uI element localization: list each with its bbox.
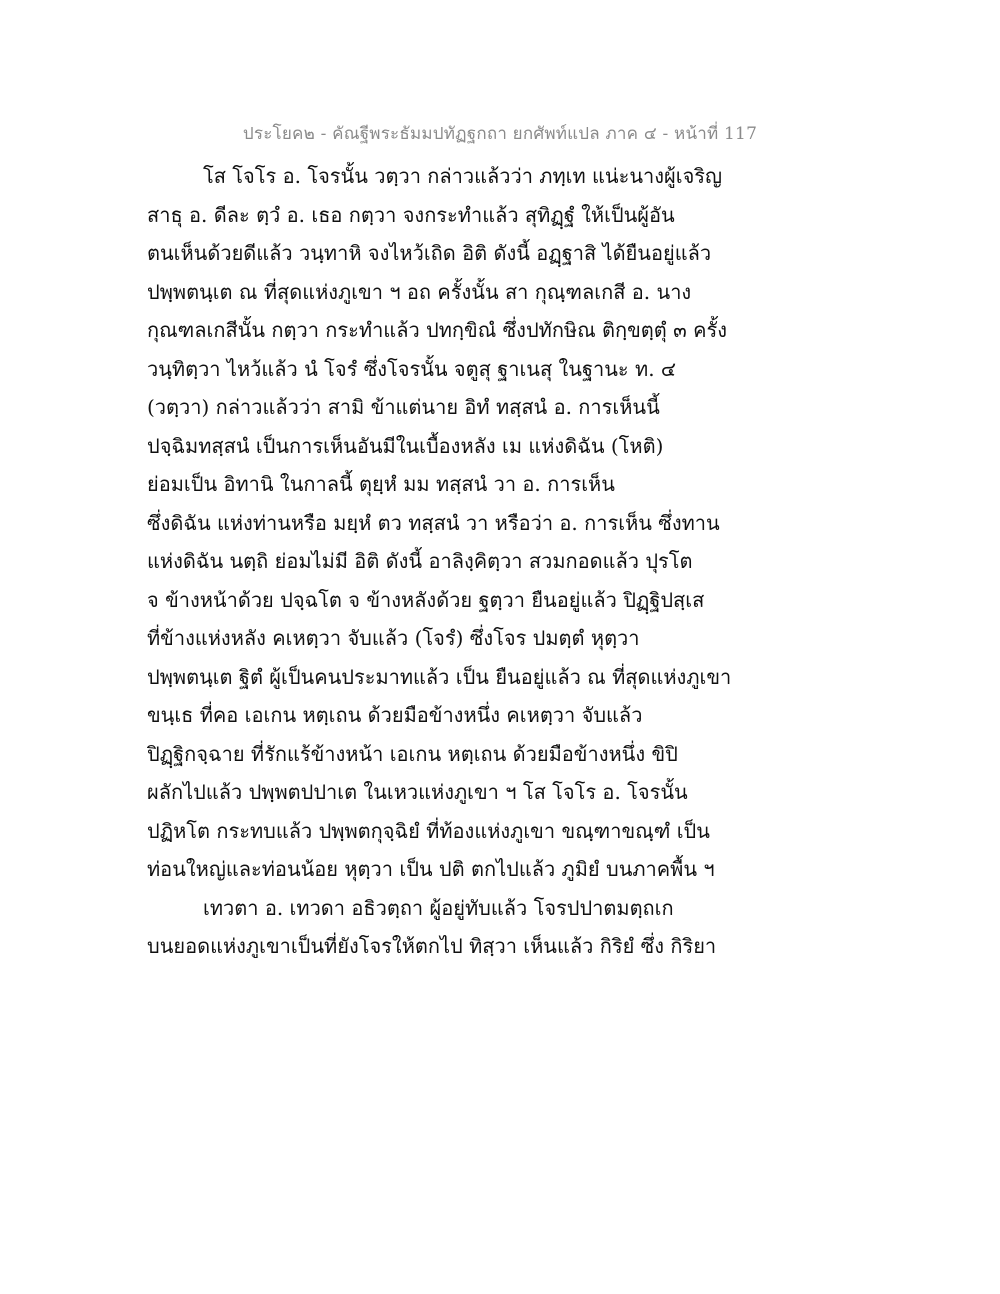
text-line: วนฺทิตฺวา ไหว้แล้ว นํ โจรํ ซึ่งโจรนั้น จตูสุ ฐาเนสุ ในฐานะ ท. ๔ <box>147 356 677 381</box>
text-line: ปจฺฉิมทสฺสนํ เป็นการเห็นอันมีในเบื้องหลัง เม แห่งดิฉัน (โหติ) <box>147 433 664 458</box>
text-line: ซึ่งดิฉัน แห่งท่านหรือ มยฺหํ ตว ทสฺสนํ วา หรือว่า อ. การเห็น ซึ่งทาน <box>147 510 720 535</box>
text-line: เทวตา อ. เทวดา อธิวตฺถา ผู้อยู่ทับแล้ว โจรปปาตมตฺถเก <box>203 895 674 920</box>
text-line: ที่ข้างแห่งหลัง คเหตฺวา จับแล้ว (โจรํ) ซึ่งโจร ปมตฺตํ หุตฺวา <box>147 626 640 650</box>
text-line: สาธุ อ. ดีละ ตฺวํ อ. เธอ กตฺวา จงกระทำแล้ว สุทิฏฺฐํ ให้เป็นผู้อัน <box>147 202 675 227</box>
text-line: ปพฺพตนฺเต ณ ที่สุดแห่งภูเขา ฯ อถ ครั้งนั้น สา กุณฺฑลเกสี อ. นาง <box>147 279 692 304</box>
text-line: โส โจโร อ. โจรนั้น วตฺวา กล่าวแล้วว่า ภทฺเท แน่ะนางผู้เจริญ <box>203 164 723 188</box>
text-line: จ ข้างหน้าด้วย ปจฺฉโต จ ข้างหลังด้วย ฐตฺวา ยืนอยู่แล้ว ปิฏฺฐิปสฺเส <box>147 587 705 612</box>
text-line: ตนเห็นด้วยดีแล้ว วนฺทาหิ จงไหว้เถิด อิติ ดังนี้ อฏฺฐาสิ ได้ยืนอยู่แล้ว <box>147 241 712 265</box>
text-line: ท่อนใหญ่และท่อนน้อย หุตฺวา เป็น ปติ ตกไปแล้ว ภูมิยํ บนภาคพื้น ฯ <box>147 857 715 881</box>
body-text <box>147 157 887 966</box>
text-line: (วตฺวา) กล่าวแล้วว่า สามิ ข้าแต่นาย อิทํ ทสฺสนํ อ. การเห็นนี้ <box>147 395 660 419</box>
page-header: ประโยค๒ - คัณฐีพระธัมมปทัฏฐกถา ยกศัพท์แปล ภาค ๔ - หน้าที่ 117 <box>242 124 758 144</box>
text-line: ย่อมเป็น อิทานิ ในกาลนี้ ตุยฺหํ มม ทสฺสนํ วา อ. การเห็น <box>147 472 615 496</box>
text-line: ขนฺเธ ที่คอ เอเกน หตฺเถน ด้วยมือข้างหนึ่ง คเหตฺวา จับแล้ว <box>147 703 643 727</box>
text-line: ผลักไปแล้ว ปพฺพตปปาเต ในเหวแห่งภูเขา ฯ โส โจโร อ. โจรนั้น <box>147 780 688 804</box>
text-line: ปิฏฺฐิกจฺฉาย ที่รักแร้ข้างหน้า เอเกน หตฺเถน ด้วยมือข้างหนึ่ง ขิปิ <box>147 741 678 766</box>
text-line: บนยอดแห่งภูเขาเป็นที่ยังโจรให้ตกไป ทิสฺวา เห็นแล้ว กิริยํ ซึ่ง กิริยา <box>147 934 717 958</box>
text-line: ปฏิหโต กระทบแล้ว ปพฺพตกุจฺฉิยํ ที่ท้องแห่งภูเขา ขณฺฑาขณฺฑํ เป็น <box>147 818 710 843</box>
text-line: ปพฺพตนฺเต ฐิตํ ผู้เป็นคนประมาทแล้ว เป็น ยืนอยู่แล้ว ณ ที่สุดแห่งภูเขา <box>147 664 732 689</box>
text-line: กุณฑลเกสีนั้น กตฺวา กระทำแล้ว ปทกฺขิณํ ซึ่งปทักษิณ ติกฺขตฺตุํ ๓ ครั้ง <box>147 318 728 342</box>
text-line: แห่งดิฉัน นตฺถิ ย่อมไม่มี อิติ ดังนี้ อาลิงฺคิตฺวา สวมกอดแล้ว ปุรโต <box>147 549 693 573</box>
